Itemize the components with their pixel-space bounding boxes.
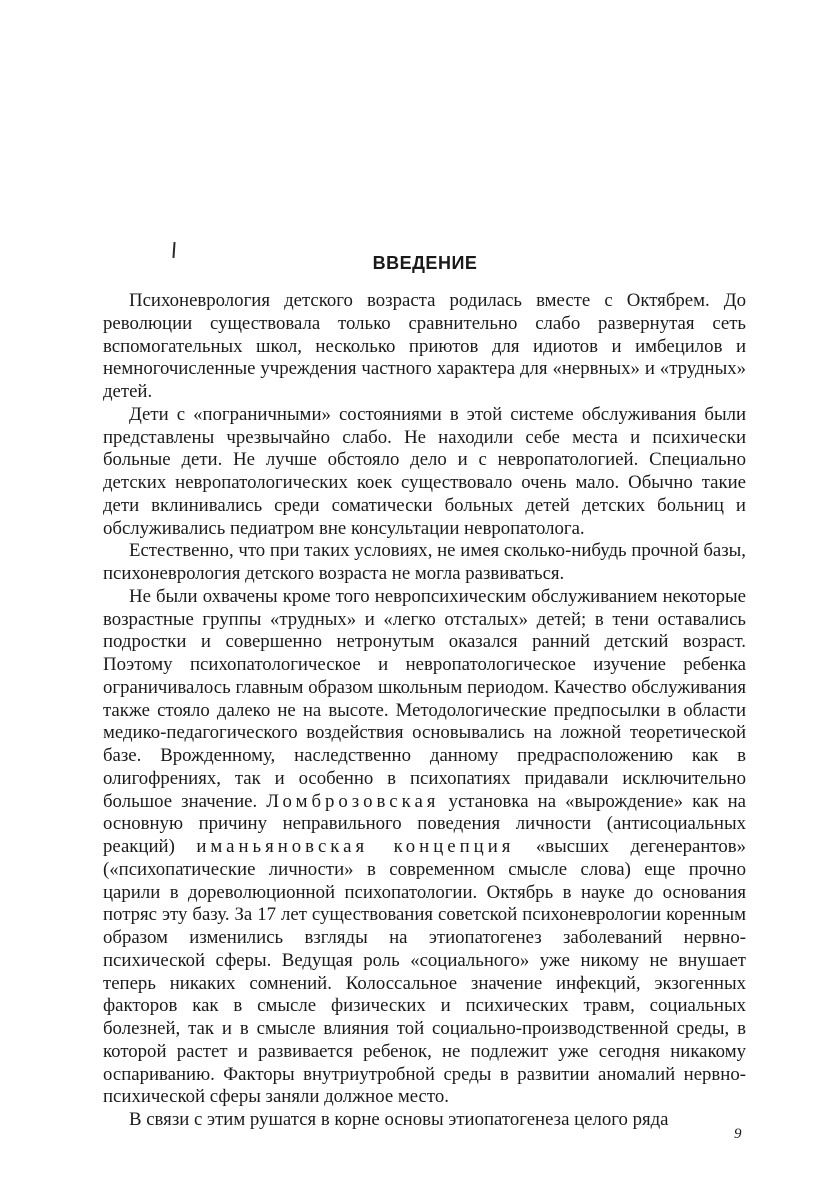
paragraph-1: Психоневрология детского возраста родилась вместе с Октябрем. До революции существовала только сравнительно слабо развернутая сеть вспомогательных школ, несколько приютов для идиотов и имбецилов и немногочисленные учреждения частного характера для «нервных» и «трудных» детей. — [103, 290, 746, 402]
paragraph-4-part-3: «высших дегенерантов» («психопатические личности» в современном смысле слова) еще прочно царили в дореволюционной психопатологии. Октябрь в науке до основания потряс эту базу. За 17 лет существования советской психоневрологии коренным образом изменились взгляды на этиопатогенез заболеваний нервно-психической сферы. Ведущая роль «социального» уже никому не внушает теперь никаких сомнений. Колоссальное значение инфекций, экзогенных факторов как в смысле физических и психических травм, социальных болезней, так и в смысле влияния той социально-производственной среды, в которой растет и развивается ребенок, не подлежит уже сегодня никакому оспариванию. Факторы внутриутробной среды в развитии аномалий нервно-психической сферы заняли должное место. — [103, 836, 746, 1108]
paragraph-5: В связи с этим рушатся в корне основы этиопатогенеза целого ряда — [129, 1109, 669, 1130]
body-text — [103, 290, 746, 1132]
spaced-term-magnan: иманьяновская концепция — [196, 836, 515, 857]
page-heading: ВВЕДЕНИЕ — [372, 253, 478, 273]
page-number: 9 — [734, 1126, 742, 1142]
spaced-term-lombroso: Ломброзовская — [266, 790, 440, 812]
paragraph-3: Естественно, что при таких условиях, не имея сколько-нибудь прочной базы, психоневрология детского возраста не могла развиваться. — [103, 540, 746, 584]
paragraph-4 — [103, 586, 746, 1109]
paragraph-2: Дети с «пограничными» состояниями в этой системе обслуживания были представлены чрезвычайно слабо. Не находили себе места и психически больные дети. Не лучше обстояло дело и с невропатологией. Специально детских невропатологических коек существовало очень мало. Обычно такие дети вклинивались среди соматически больных детей детских больниц и обслуживались педиатром вне консультации невропатолога. — [103, 403, 746, 539]
paragraph-4-part-1: Не были охвачены кроме того невропсихическим обслуживанием некоторые возрастные группы «трудных» и «легко отсталых» детей; в тени оставались подростки и совершенно нетронутым оказался ранний детский возраст. Поэтому психопатологическое и невропатологическое изучение ребенка ограничивалось главным образом школьным периодом. Качество обслуживания также стояло далеко не на высоте. Методологические предпосылки в области медико-педагогического воздействия основывались на ложной теоретической базе. Врожденному, наследственно данному предрасположению как в олигофрениях, так и особенно в психопатиях придавали исключительно большое значение. — [103, 585, 746, 812]
paragraph-4-part-2: установка на «вырождение» как на основную причину неправильного поведения личности (антисоциальных реакций) — [103, 790, 746, 857]
